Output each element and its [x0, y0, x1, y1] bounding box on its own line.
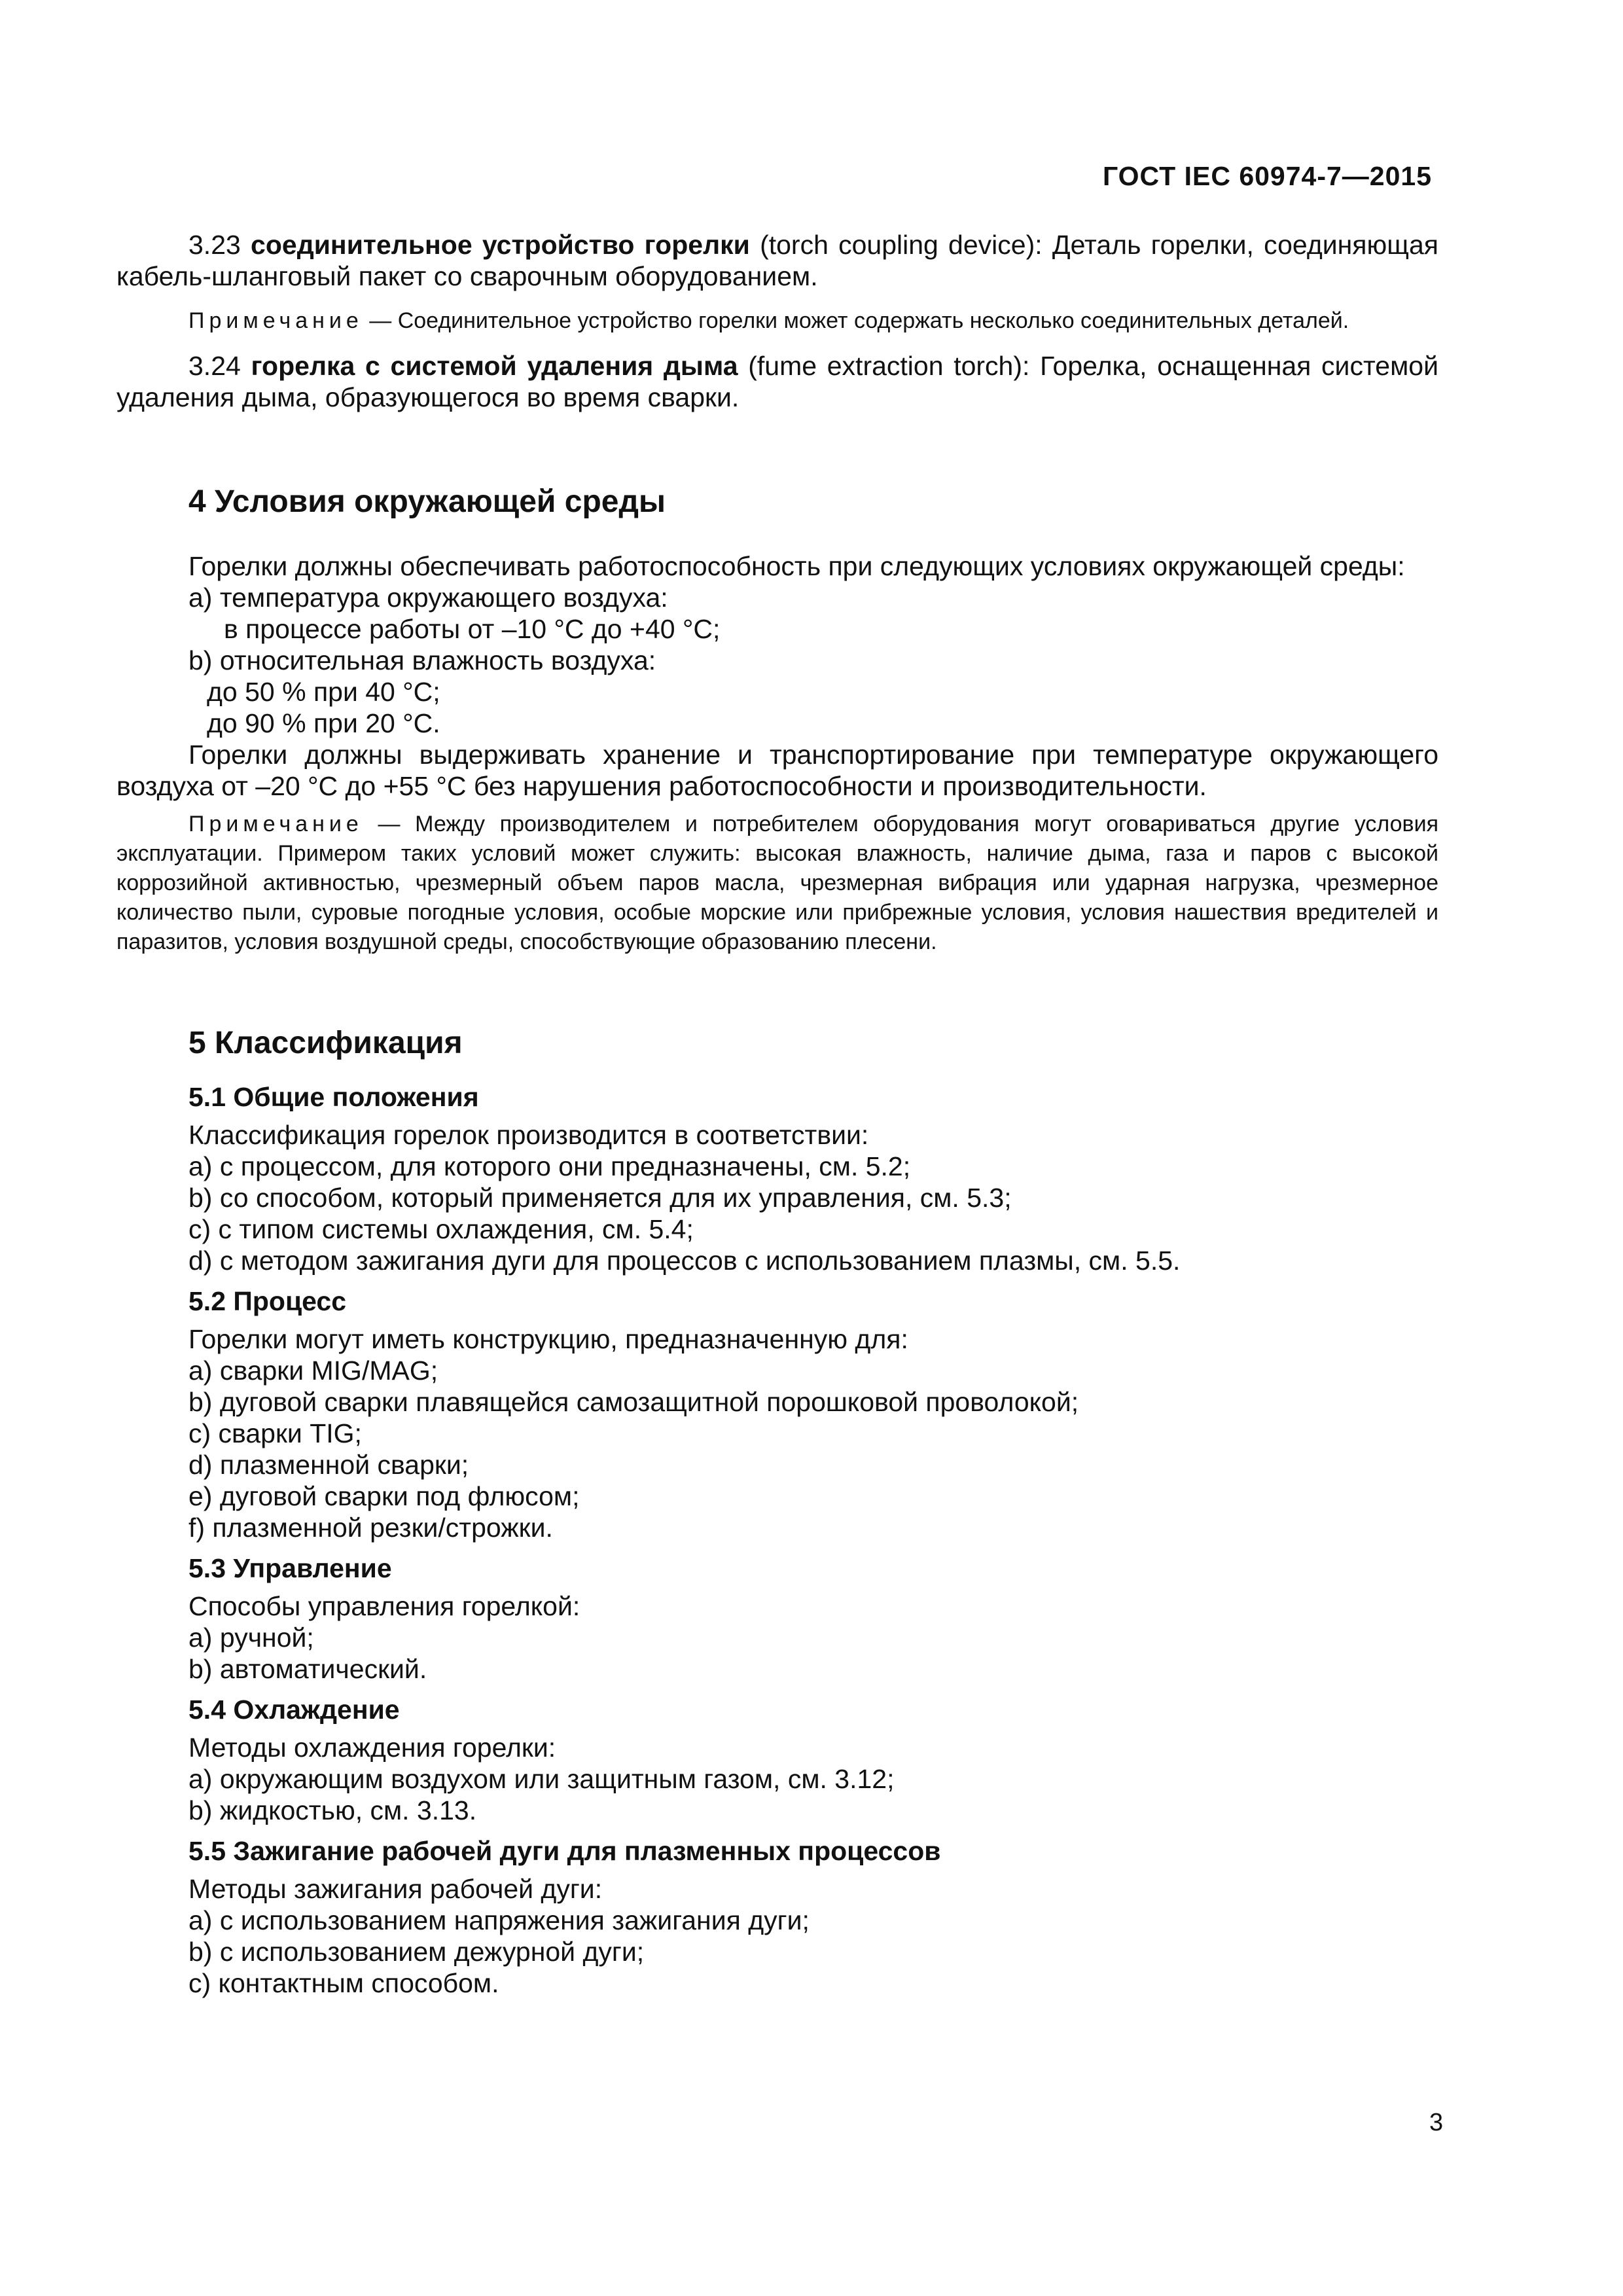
term-3-24	[116, 350, 1438, 413]
list-item: c) контактным способом.	[188, 1968, 499, 1998]
subsection-5-5-intro: Методы зажигания рабочей дуги:	[188, 1874, 603, 1904]
subsection-5-4-intro: Методы охлаждения горелки:	[188, 1732, 556, 1763]
subsection-5-2-intro: Горелки могут иметь конструкцию, предназначенную для:	[188, 1324, 908, 1354]
subsection-5-3-title: 5.3 Управление	[188, 1553, 392, 1583]
list-item: c) сварки TIG;	[188, 1418, 362, 1448]
subsection-5-4-title: 5.4 Охлаждение	[188, 1695, 400, 1725]
list-item: b) автоматический.	[188, 1654, 427, 1684]
list-item: a) температура окружающего воздуха:	[188, 583, 668, 613]
list-item: b) с использованием дежурной дуги;	[188, 1937, 645, 1967]
list-item: c) с типом системы охлаждения, см. 5.4;	[188, 1214, 694, 1244]
list-item: b) жидкостью, см. 3.13.	[188, 1795, 477, 1825]
page-content	[116, 229, 1438, 1999]
list-item: e) дуговой сварки под флюсом;	[188, 1481, 580, 1511]
list-item: a) окружающим воздухом или защитным газом, см. 3.12;	[188, 1764, 895, 1794]
note-label: Примечание	[188, 812, 363, 836]
page-number: 3	[1429, 2109, 1444, 2136]
section-4-title: 4 Условия окружающей среды	[188, 484, 666, 519]
term-3-23	[116, 229, 1438, 292]
note-3-23	[116, 306, 1438, 336]
list-item: f) плазменной резки/строжки.	[188, 1513, 553, 1543]
list-item: b) относительная влажность воздуха:	[188, 645, 656, 675]
list-subitem: до 50 % при 40 °C;	[207, 677, 440, 707]
note-text: — Между производителем и потребителем оборудования могут оговариваться другие условия эксплуатации. Примером таких условий может служить: высокая влажность, наличие дыма, газа и паров с высокой коррозийной активностью, чрезмерный объем паров масла, чрезмерная вибрация или ударная нагрузка, чрезмерное количество пыли, суровые погодные условия, особые морские или прибрежные условия, условия нашествия вредителей и паразитов, условия воздушной среды, способствующие образованию плесени.	[116, 812, 1438, 954]
list-item: d) плазменной сварки;	[188, 1450, 469, 1480]
subsection-5-1-title: 5.1 Общие положения	[188, 1082, 479, 1112]
term-name: соединительное устройство горелки	[251, 230, 750, 260]
term-name: горелка с системой удаления дыма	[251, 351, 738, 381]
term-definition: (fume extraction torch): Горелка, оснащенная системой удаления дыма, образующегося во время сварки.	[116, 351, 1438, 412]
list-item: b) дуговой сварки плавящейся самозащитной порошковой проволокой;	[188, 1387, 1079, 1417]
subsection-5-2-title: 5.2 Процесс	[188, 1286, 347, 1316]
section-4-storage: Горелки должны выдерживать хранение и транспортирование при температуре окружающего воздуха от –20 °C до +55 °C без нарушения работоспособности и производительности.	[116, 740, 1438, 801]
subsection-5-1-intro: Классификация горелок производится в соответствии:	[188, 1120, 869, 1150]
section-4-intro: Горелки должны обеспечивать работоспособность при следующих условиях окружающей среды:	[188, 551, 1405, 581]
term-number: 3.24	[188, 351, 241, 381]
note-section-4	[116, 810, 1438, 957]
list-item: a) с использованием напряжения зажигания дуги;	[188, 1905, 810, 1935]
list-item: a) с процессом, для которого они предназначены, см. 5.2;	[188, 1151, 911, 1181]
list-subitem: в процессе работы от –10 °C до +40 °C;	[224, 614, 721, 644]
list-item: a) ручной;	[188, 1623, 314, 1653]
list-subitem: до 90 % при 20 °C.	[207, 708, 440, 738]
note-text: — Соединительное устройство горелки может содержать несколько соединительных деталей.	[363, 308, 1349, 333]
subsection-5-3-intro: Способы управления горелкой:	[188, 1591, 580, 1621]
list-item: d) с методом зажигания дуги для процессов с использованием плазмы, см. 5.5.	[188, 1246, 1181, 1276]
list-item: b) со способом, который применяется для их управления, см. 5.3;	[188, 1183, 1012, 1213]
subsection-5-5-title: 5.5 Зажигание рабочей дуги для плазменных процессов	[188, 1836, 941, 1866]
term-number: 3.23	[188, 230, 241, 260]
section-5-title: 5 Классификация	[188, 1026, 463, 1060]
document-header: ГОСТ IEC 60974-7—2015	[1102, 161, 1432, 191]
note-label: Примечание	[188, 308, 363, 333]
term-definition: (torch coupling device): Деталь горелки, соединяющая кабель-шланговый пакет со сварочным оборудованием.	[116, 230, 1438, 291]
list-item: a) сварки MIG/MAG;	[188, 1355, 438, 1386]
